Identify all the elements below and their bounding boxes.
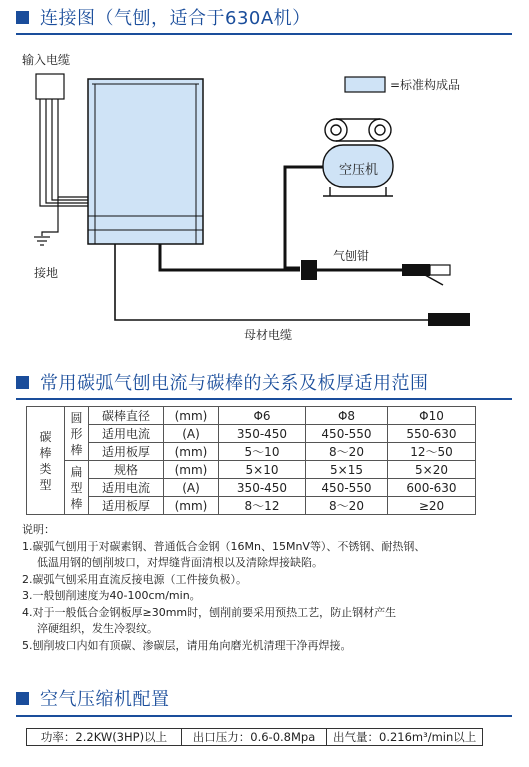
header-cell: 碳棒直径	[89, 407, 164, 425]
section-3-header	[16, 685, 170, 711]
header-cell: Φ6	[219, 407, 306, 425]
table-row	[27, 461, 476, 479]
table-cell: 600-630	[388, 479, 476, 497]
table-cell: 8～20	[306, 497, 388, 515]
table-cell: (mm)	[164, 443, 219, 461]
section-3-title: 空气压缩机配置	[40, 689, 170, 710]
notes-title: 说明：	[22, 523, 55, 536]
table-cell: (mm)	[164, 497, 219, 515]
cable-connector	[301, 260, 317, 280]
table-cell: 适用电流	[89, 425, 164, 443]
legend-label: =标准构成品	[390, 78, 461, 92]
notes	[22, 522, 516, 654]
table-row	[27, 425, 476, 443]
table-row	[27, 479, 476, 497]
table-cell: 5×15	[306, 461, 388, 479]
section-2-rule	[16, 398, 512, 400]
table-cell: 适用电流	[89, 479, 164, 497]
table-cell: 5×10	[219, 461, 306, 479]
header-cell: Φ10	[388, 407, 476, 425]
table-row	[27, 497, 476, 515]
section-2-marker	[16, 376, 29, 389]
power-cell: 功率：2.2KW(3HP)以上	[27, 729, 182, 746]
table-cell: 450-550	[306, 479, 388, 497]
section-2-header	[16, 369, 429, 395]
flow-cell: 出气量：0.216m³/min以上	[327, 729, 483, 746]
section-1-rule	[16, 33, 512, 35]
table-cell: 规格	[89, 461, 164, 479]
table-cell: 8～12	[219, 497, 306, 515]
header-cell: Φ8	[306, 407, 388, 425]
table-cell: 5×20	[388, 461, 476, 479]
table-cell: 350-450	[219, 425, 306, 443]
ground-symbol	[34, 237, 50, 245]
table-cell: 适用板厚	[89, 443, 164, 461]
welding-machine	[88, 79, 203, 244]
section-3-marker	[16, 692, 29, 705]
note-5: 5.刨削坡口内如有顶碳、渗碳层，请用角向磨光机清理干净再焊接。	[22, 638, 352, 652]
gouging-torch-graphic	[402, 264, 450, 285]
section-2-title: 常用碳弧气刨电流与碳棒的关系及板厚适用范围	[40, 373, 429, 394]
work-cable-line	[115, 244, 428, 320]
note-2: 2.碳弧气刨采用直流反接电源（工件接负极）。	[22, 572, 247, 586]
note-1-cont: 低温用钢的刨削坡口，对焊缝背面清根以及清除焊接缺陷。	[37, 556, 323, 569]
section-1-marker	[16, 11, 29, 24]
work-clamp	[428, 313, 470, 326]
air-compressor	[323, 119, 393, 196]
table-row	[27, 729, 483, 746]
note-4: 4.对于一般低合金钢板厚≥30mm时，刨削前要采用预热工艺，防止钢材产生	[22, 605, 397, 619]
table-cell: 12～50	[388, 443, 476, 461]
work-cable-label: 母材电缆	[244, 328, 293, 342]
note-1: 1.碳弧气刨用于对碳素钢、普通低合金钢（16Mn、15MnV等）、不锈钢、耐热钢、	[22, 539, 426, 553]
air-hose	[285, 167, 323, 268]
round-rod-label: 圆 形 棒	[65, 407, 89, 461]
section-3-rule	[16, 715, 512, 717]
table-row	[27, 443, 476, 461]
input-junction-box	[36, 74, 64, 99]
note-4-cont: 淬硬组织，发生冷裂纹。	[37, 622, 158, 635]
group-label: 碳 棒 类 型	[27, 407, 65, 515]
input-cable-label: 输入电缆	[22, 53, 71, 67]
flat-rod-label: 扁 型 棒	[65, 461, 89, 515]
pressure-cell: 出口压力：0.6-0.8Mpa	[182, 729, 327, 746]
torch-cable	[160, 244, 300, 270]
table-cell: 8～20	[306, 443, 388, 461]
table-cell: 350-450	[219, 479, 306, 497]
input-cable-lines	[40, 99, 88, 236]
spec-table	[26, 406, 476, 515]
table-row	[27, 407, 476, 425]
compressor-label: 空压机	[339, 163, 379, 178]
note-3: 3.一般刨削速度为40-100cm/min。	[22, 589, 201, 602]
table-cell: (mm)	[164, 461, 219, 479]
table-cell: (A)	[164, 425, 219, 443]
air-config-table	[26, 728, 483, 746]
legend-swatch	[345, 77, 385, 92]
section-1-title: 连接图（气刨，适合于630A机）	[40, 8, 311, 29]
table-cell: 适用板厚	[89, 497, 164, 515]
table-cell: 550-630	[388, 425, 476, 443]
header-cell: (mm)	[164, 407, 219, 425]
table-cell: (A)	[164, 479, 219, 497]
ground-label: 接地	[34, 266, 59, 280]
gouging-torch-label: 气刨钳	[333, 249, 370, 263]
table-cell: ≥20	[388, 497, 476, 515]
table-cell: 450-550	[306, 425, 388, 443]
section-1-header	[16, 4, 311, 30]
table-cell: 5～10	[219, 443, 306, 461]
